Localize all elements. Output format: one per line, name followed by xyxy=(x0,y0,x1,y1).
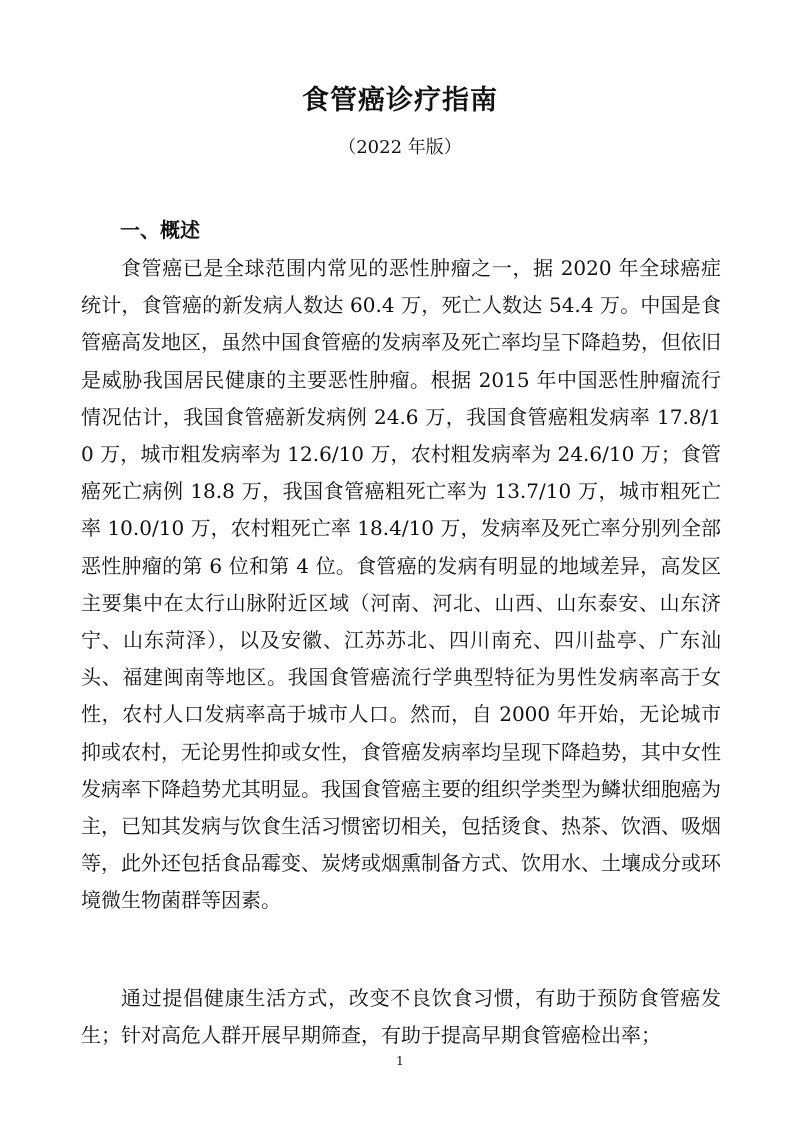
body-paragraph: 通过提倡健康生活方式，改变不良饮食习惯，有助于预防食管癌发生；针对高危人群开展早期筛查，有助于提高早期食管癌检出率； xyxy=(81,986,721,1048)
page-number: 1 xyxy=(396,1054,404,1068)
body-paragraph: 食管癌已是全球范围内常见的恶性肿瘤之一，据 2020 年全球癌症统计，食管癌的新发病人数达 60.4 万，死亡人数达 54.4 万。中国是食管癌高发地区，虽然中国食管癌的发病率及死亡率均呈下降趋势，但依旧是威胁我国居民健康的主要恶性肿瘤。根据 2015 年中国恶性肿瘤流行情况估计，我国食管癌新发病例 24.6 万，我国食管癌粗发病率 17.8/10 万，城市粗发病率为 12.6/10 万，农村粗发病率为 24.6/10 万；食管癌死亡病例 18.8 万，我国食管癌粗死亡率为 13.7/10 万，城市粗死亡率 10.0/10 万，农村粗死亡率 18.4/10 万，发病率及死亡率分别列全部恶性肿瘤的第 6 位和第 4 位。食管癌的发病有明显的地域差异，高发区主要集中在太行山脉附近区域（河南、河北、山西、山东泰安、山东济宁、山东菏泽），以及安徽、江苏苏北、四川南充、四川盐亭、广东汕头、福建闽南等地区。我国食管癌流行学典型特征为男性发病率高于女性，农村人口发病率高于城市人口。然而，自 2000 年开始，无论城市抑或农村，无论男性抑或女性，食管癌发病率均呈现下降趋势，其中女性发病率下降趋势尤其明显。我国食管癌主要的组织学类型为鳞状细胞癌为主，已知其发病与饮食生活习惯密切相关，包括烫食、热茶、饮酒、吸烟等，此外还包括食品霉变、炭烤或烟熏制备方式、饮用水、土壤成分或环境微生物菌群等因素。 xyxy=(81,256,721,913)
section-heading: 一、概述 xyxy=(120,218,200,242)
document-title: 食管癌诊疗指南 xyxy=(302,85,498,116)
document-edition: （2022 年版） xyxy=(338,137,462,158)
